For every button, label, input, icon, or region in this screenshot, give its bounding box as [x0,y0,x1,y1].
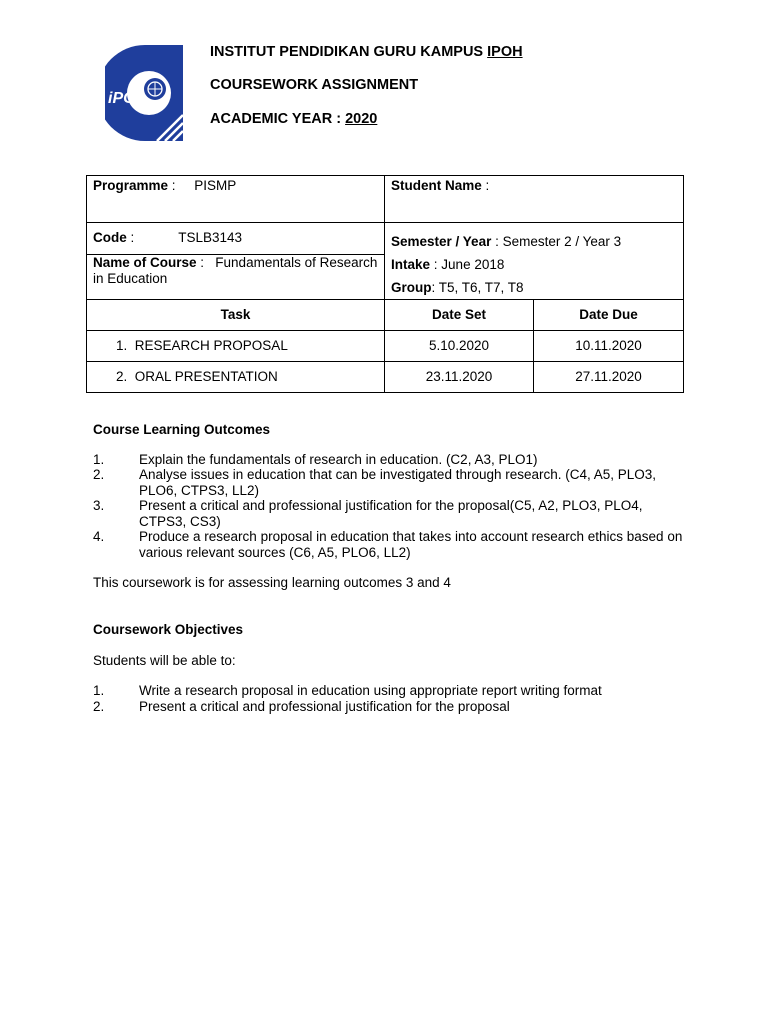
list-item [93,452,683,468]
list-item [93,699,683,715]
student-name-label: Student Name [391,178,482,193]
list-item [93,467,683,498]
task-name [87,331,385,362]
programme-label: Programme [93,178,169,193]
clo-note: This coursework is for assessing learning outcomes 3 and 4 [93,575,451,590]
list-item-text: Produce a research proposal in education that takes into account research ethics based on various relevant sources (C6, A5, PLO6, LL2) [139,529,683,560]
code-label: Code [93,230,127,245]
semester-intake-group-cell [385,223,684,300]
task-title: RESEARCH PROPOSAL [134,338,288,353]
institute-prefix: INSTITUT PENDIDIKAN GURU KAMPUS [210,44,488,60]
objectives-intro: Students will be able to: [93,652,236,668]
task-date-set: 5.10.2020 [385,331,534,362]
task-number: 2. [116,369,128,384]
programme-value: PISMP [194,178,237,193]
programme-cell: Programme : PISMP [87,176,385,223]
list-item-number: 2. [93,467,105,482]
intake-label: Intake [391,257,431,272]
clo-section [93,422,683,591]
task-header: Task [87,300,385,331]
clo-list [93,452,683,561]
task-date-due: 10.11.2020 [534,331,684,362]
institute-title [210,44,523,60]
list-item [93,498,683,529]
task-date-set: 23.11.2020 [385,362,534,393]
task-name [87,362,385,393]
table-row [87,331,684,362]
academic-year [210,111,377,127]
objectives-title: Coursework Objectives [93,622,244,637]
coursework-info-table [86,175,684,393]
academic-year-label: ACADEMIC YEAR : [210,111,346,127]
list-item-number: 2. [93,698,105,714]
list-item-number: 1. [93,683,105,698]
table-row [87,362,684,393]
date-set-header: Date Set [385,300,534,331]
list-item-number: 3. [93,498,105,513]
assignment-title: COURSEWORK ASSIGNMENT [210,77,419,93]
academic-year-value: 2020 [345,111,378,127]
logo-text: iPG [108,90,136,107]
list-item-text: Write a research proposal in education using appropriate report writing format [139,683,602,698]
list-item-text: Present a critical and professional justification for the proposal(C5, A2, PLO3, PLO4, CTPS3, CS3) [139,498,643,529]
objectives-section [93,622,683,714]
group-label: Group [391,280,432,295]
date-due-header: Date Due [534,300,684,331]
student-name-cell: Student Name : [385,176,684,223]
list-item-text: Present a critical and professional justification for the proposal [139,698,510,714]
list-item-text: Analyse issues in education that can be investigated through research. (C4, A5, PLO3, PLO6, CTPS3, LL2) [139,467,657,498]
semester-line: Semester / Year : Semester 2 / Year 3 [391,234,622,249]
task-title: ORAL PRESENTATION [134,369,278,384]
clo-title: Course Learning Outcomes [93,422,271,437]
list-item-text: Explain the fundamentals of research in education. (C2, A3, PLO1) [139,451,538,467]
group-line: Group: T5, T6, T7, T8 [391,280,524,295]
code-cell: Code : TSLB3143 [87,223,385,255]
institute-campus: IPOH [487,44,523,60]
list-item [93,683,683,699]
objectives-list [93,683,683,714]
intake-line: Intake : June 2018 [391,257,505,272]
semester-label: Semester / Year [391,234,492,249]
course-value: Fundamentals of Research in Education [93,254,378,286]
code-value: TSLB3143 [178,230,243,245]
list-item-number: 1. [93,451,105,467]
list-item [93,529,683,560]
list-item-number: 4. [93,529,105,544]
intake-value: June 2018 [441,257,505,272]
group-value: T5, T6, T7, T8 [438,280,524,295]
course-cell: Name of Course : Fundamentals of Research in Education [87,254,385,299]
semester-value: Semester 2 / Year 3 [502,234,622,249]
task-number: 1. [116,338,128,353]
course-label: Name of Course [93,254,197,270]
task-date-due: 27.11.2020 [534,362,684,393]
ipg-logo [105,45,185,141]
